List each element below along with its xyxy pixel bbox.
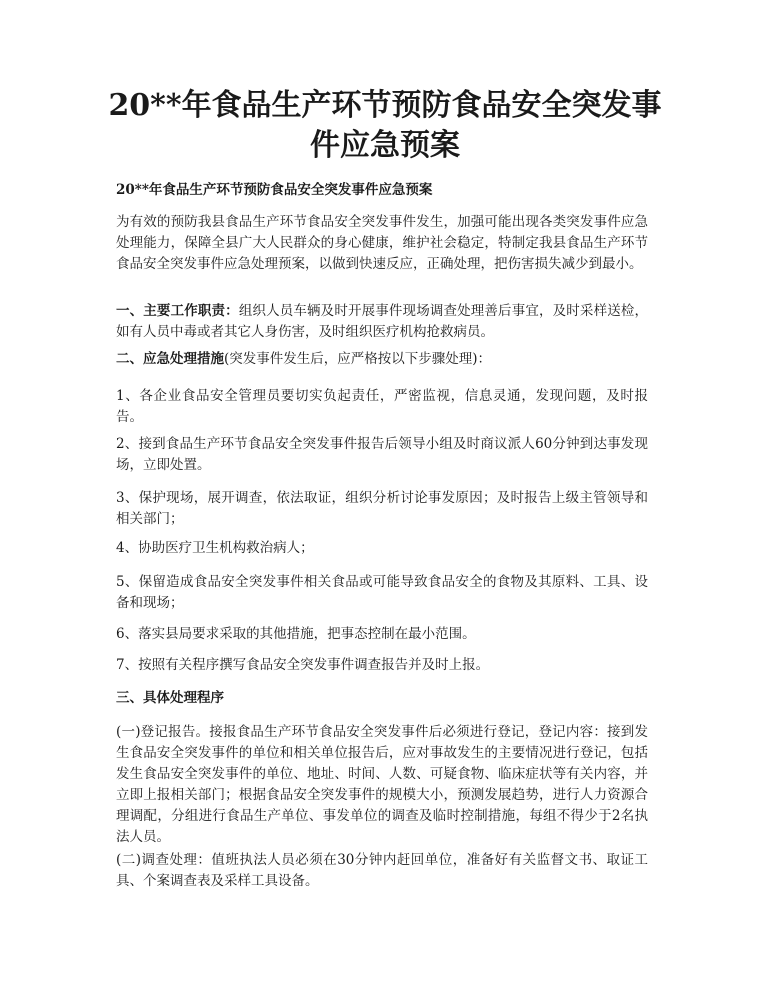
section-2-item-4: 4、协助医疗卫生机构救治病人； (116, 540, 314, 556)
section-2-item-7: 7、按照有关程序撰写食品安全突发事件调查报告并及时上报。 (116, 657, 490, 673)
section-2-text: (突发事件发生后，应严格按以下步骤处理)： (224, 351, 492, 367)
section-2-paragraph (116, 349, 648, 370)
section-1-text: 组织人员车辆及时开展事件现场调查处理善后事宜，及时采样送检，如有人员中毒或者其它人身伤害，及时组织医疗机构抢救病员。 (116, 303, 649, 340)
section-2-heading: 二、应急处理措施 (116, 351, 224, 367)
document-title: 20**年食品生产环节预防食品安全突发事件应急预案 (108, 88, 662, 163)
document-subtitle: 20**年食品生产环节预防食品安全突发事件应急预案 (116, 182, 433, 198)
section-2-item-1: 1、各企业食品安全管理员要切实负起责任，严密监视，信息灵通，发现问题，及时报告。 (116, 388, 648, 425)
section-2-item-6: 6、落实县局要求采取的其他措施，把事态控制在最小范围。 (116, 626, 476, 642)
section-2-item-3: 3、保护现场，展开调查，依法取证，组织分析讨论事发原因；及时报告上级主管领导和相关部门； (116, 490, 648, 527)
section-2-item-2: 2、接到食品生产环节食品安全突发事件报告后领导小组及时商议派人60分钟到达事发现场，立即处置。 (116, 436, 648, 473)
section-3-heading: 三、具体处理程序 (116, 690, 224, 706)
section-3-item-2: (二)调查处理：值班执法人员必须在30分钟内赶回单位，准备好有关监督文书、取证工具、个案调查表及采样工具设备。 (116, 852, 648, 889)
intro-paragraph: 为有效的预防我县食品生产环节食品安全突发事件发生，加强可能出现各类突发事件应急处理能力，保障全县广大人民群众的身心健康，维护社会稳定，特制定我县食品生产环节食品安全突发事件应急处理预案，以做到快速反应，正确处理，把伤害损失减少到最小。 (116, 214, 648, 272)
section-2-item-5: 5、保留造成食品安全突发事件相关食品或可能导致食品安全的食物及其原料、工具、设备和现场； (116, 574, 648, 611)
section-3-item-1: (一)登记报告。接报食品生产环节食品安全突发事件后必须进行登记，登记内容：接到发生食品安全突发事件的单位和相关单位报告后，应对事故发生的主要情况进行登记，包括发生食品安全突发事件的单位、地址、时间、人数、可疑食物、临床症状等有关内容，并立即上报相关部门；根据食品安全突发事件的规模大小，预测发展趋势，进行人力资源合理调配，分组进行食品生产单位、事发单位的调查及临时控制措施，每组不得少于2名执法人员。 (116, 724, 648, 845)
section-1-paragraph (116, 301, 648, 343)
section-1-heading: 一、主要工作职责： (116, 303, 239, 319)
